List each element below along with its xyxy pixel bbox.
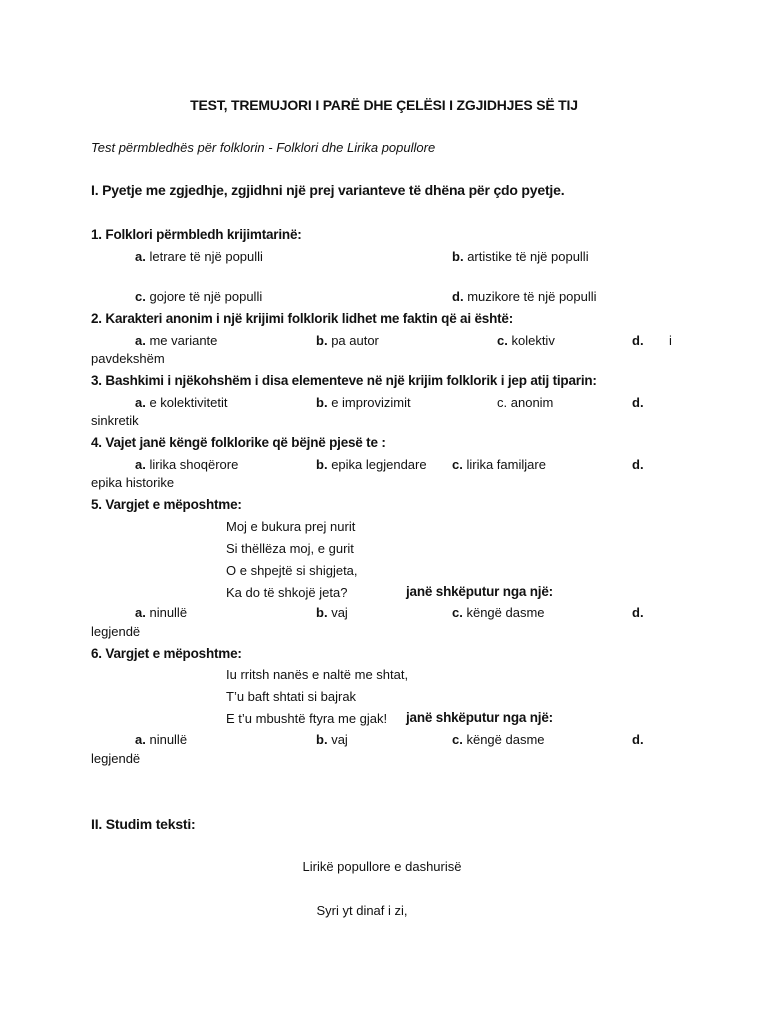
q2-option-d: d. bbox=[632, 333, 644, 348]
document-subtitle: Test përmbledhës për folklorin - Folklori dhe Lirika popullore bbox=[91, 140, 436, 155]
q4-option-a: a. lirika shoqërore bbox=[135, 457, 239, 472]
q3-option-b: b. e improvizimit bbox=[316, 395, 411, 410]
q3-option-d: d. bbox=[632, 395, 644, 410]
q5-option-d-wrap: legjendë bbox=[91, 624, 141, 639]
q2-option-d-wrap: pavdekshëm bbox=[91, 351, 165, 366]
q6-verse-1: Iu rritsh nanës e naltë me shtat, bbox=[226, 667, 409, 682]
q2-option-b: b. pa autor bbox=[316, 333, 379, 348]
q5-tail: janë shkëputur nga një: bbox=[406, 584, 553, 599]
q4-option-d-wrap: epika historike bbox=[91, 475, 175, 490]
poem-first-line: Syri yt dinaf i zi, bbox=[316, 903, 408, 918]
question-1: 1. Folklori përmbledh krijimtarinë: bbox=[91, 227, 302, 242]
q4-option-b: b. epika legjendare bbox=[316, 457, 427, 472]
section-heading-1: I. Pyetje me zgjedhje, zgjidhni një prej varianteve të dhëna për çdo pyetje. bbox=[91, 182, 565, 198]
q6-option-d: d. bbox=[632, 732, 644, 747]
q1-option-c: c. gojore të një populli bbox=[135, 289, 263, 304]
q6-tail: janë shkëputur nga një: bbox=[406, 710, 553, 725]
document-title: TEST, TREMUJORI I PARË DHE ÇELËSI I ZGJIDHJES SË TIJ bbox=[190, 97, 578, 113]
question-4: 4. Vajet janë këngë folklorike që bëjnë pjesë te : bbox=[91, 435, 386, 450]
q6-option-b: b. vaj bbox=[316, 732, 348, 747]
q5-option-a: a. ninullë bbox=[135, 605, 188, 620]
q2-option-d-text: i bbox=[669, 333, 672, 348]
q4-option-c: c. lirika familjare bbox=[452, 457, 546, 472]
q6-verse-3: E t’u mbushtë ftyra me gjak! bbox=[226, 711, 388, 726]
q4-option-d: d. bbox=[632, 457, 644, 472]
q1-option-b: b. artistike të një populli bbox=[452, 249, 589, 264]
q1-option-a: a. letrare të një populli bbox=[135, 249, 263, 264]
q6-option-d-wrap: legjendë bbox=[91, 751, 141, 766]
q1-option-d: d. muzikore të një populli bbox=[452, 289, 597, 304]
question-2: 2. Karakteri anonim i një krijimi folklorik lidhet me faktin që ai është: bbox=[91, 311, 514, 326]
q5-option-d: d. bbox=[632, 605, 644, 620]
q5-option-b: b. vaj bbox=[316, 605, 348, 620]
q5-verse-2: Si thëllëza moj, e gurit bbox=[226, 541, 354, 556]
q5-verse-1: Moj e bukura prej nurit bbox=[226, 519, 356, 534]
q2-option-a: a. me variante bbox=[135, 333, 218, 348]
q6-option-c: c. këngë dasme bbox=[452, 732, 545, 747]
section-heading-2: II. Studim teksti: bbox=[91, 816, 196, 832]
q3-option-c: c. anonim bbox=[497, 395, 554, 410]
q2-option-c: c. kolektiv bbox=[497, 333, 555, 348]
question-6: 6. Vargjet e mëposhtme: bbox=[91, 646, 242, 661]
q5-option-c: c. këngë dasme bbox=[452, 605, 545, 620]
q6-option-a: a. ninullë bbox=[135, 732, 188, 747]
q5-verse-4: Ka do të shkojë jeta? bbox=[226, 585, 348, 600]
q5-verse-3: O e shpejtë si shigjeta, bbox=[226, 563, 358, 578]
q6-verse-2: T’u baft shtati si bajrak bbox=[226, 689, 357, 704]
question-5: 5. Vargjet e mëposhtme: bbox=[91, 497, 242, 512]
question-3: 3. Bashkimi i njëkohshëm i disa elementeve në një krijim folklorik i jep atij tiparin: bbox=[91, 373, 597, 388]
poem-title: Lirikë popullore e dashurisë bbox=[302, 859, 462, 874]
q3-option-a: a. e kolektivitetit bbox=[135, 395, 228, 410]
q3-option-d-wrap: sinkretik bbox=[91, 413, 139, 428]
